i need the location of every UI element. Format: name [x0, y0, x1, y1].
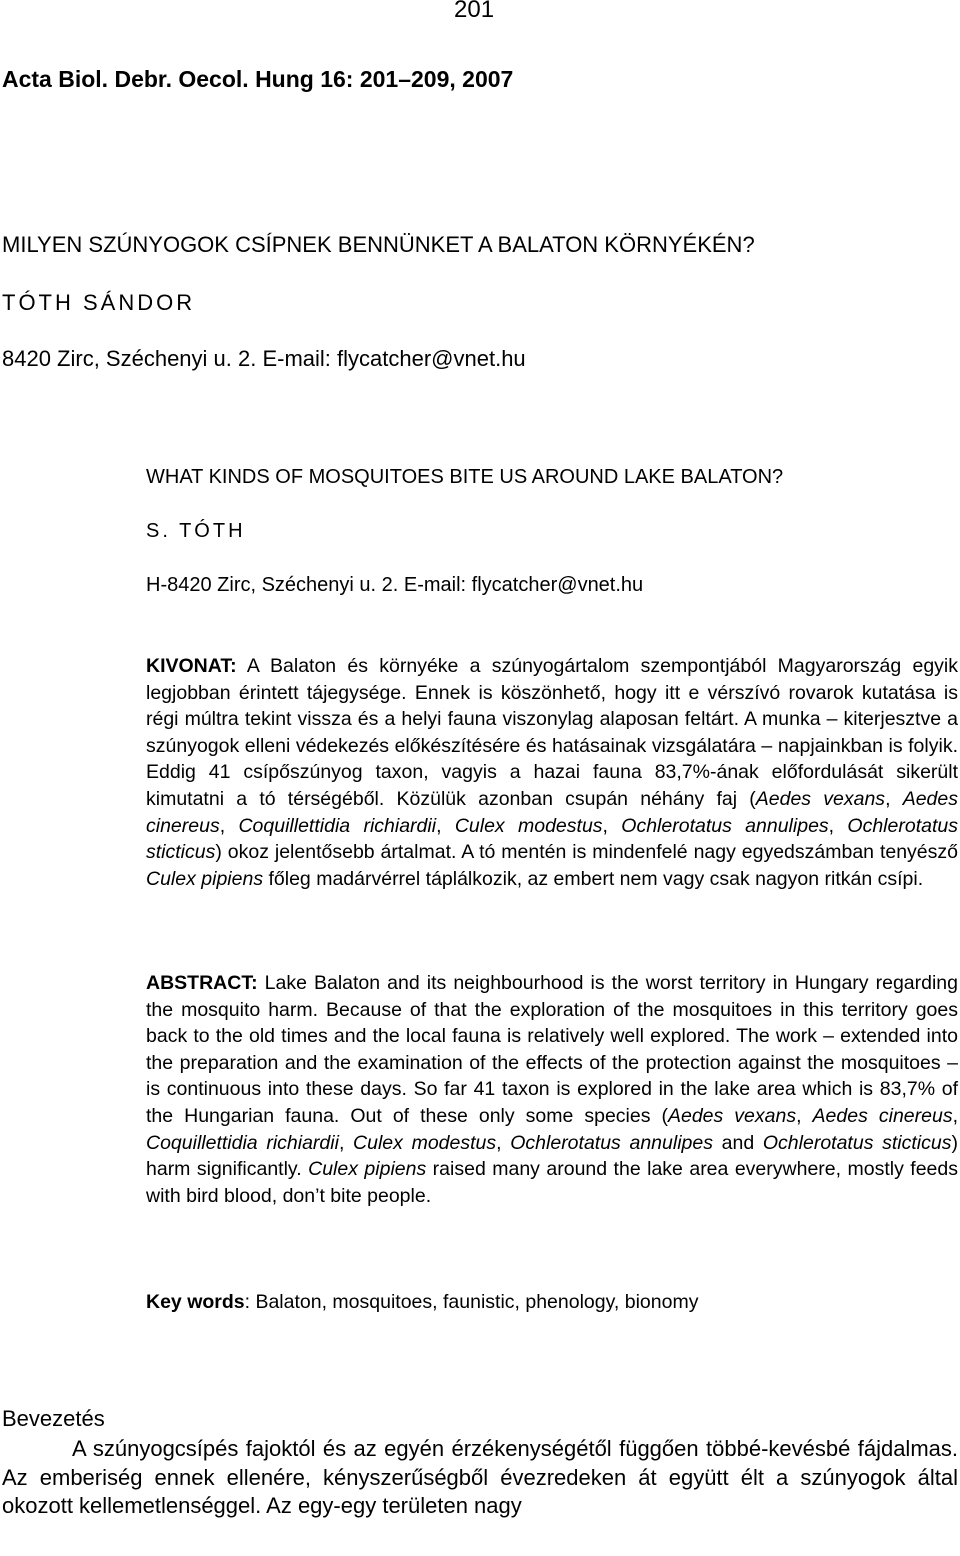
species-name: Aedes vexans [755, 787, 886, 810]
title-english: WHAT KINDS OF MOSQUITOES BITE US AROUND LAKE BALATON? [146, 466, 784, 488]
separator: and [712, 1131, 763, 1154]
kivonat-label: KIVONAT: [146, 655, 237, 677]
kivonat-text-3: főleg madárvérrel táplálkozik, az embert nem vagy csak nagyon ritkán csípi. [263, 867, 924, 890]
section-heading: Bevezetés [2, 1406, 105, 1431]
keywords-line [146, 1289, 698, 1315]
separator: , [796, 1104, 813, 1127]
species-name: Aedes vexans [667, 1104, 797, 1127]
separator: , [338, 1131, 354, 1154]
intro-paragraph: A szúnyogcsípés fajoktól és az egyén érzékenységétől függően többé-kevésbé fájdalmas. Az emberiség ennek ellenére, kényszerűségből évezredeken át együtt élt a szúnyogok által okozott kellemetlenséggel. Az egy-egy területen nagy [2, 1436, 958, 1519]
species-name: Culex pipiens [308, 1158, 427, 1181]
separator: , [952, 1104, 958, 1127]
abstract-paragraph [146, 970, 958, 1209]
kivonat-text-2: ) okoz jelentősebb ártalmat. A tó mentén is mindenfelé nagy egyedszámban tenyésző [215, 841, 958, 864]
page-number: 201 [454, 0, 495, 23]
journal-citation: Acta Biol. Debr. Oecol. Hung 16: 201–209, 2007 [2, 66, 514, 92]
species-name: Culex modestus [454, 814, 603, 837]
species-name: Ochlerotatus annulipes [621, 814, 829, 837]
kivonat-paragraph [146, 653, 958, 892]
species-name: Coquillettidia richiardii [146, 1131, 339, 1154]
separator: , [828, 814, 848, 837]
species-name: Ochlerotatus sticticus [146, 814, 958, 864]
abstract-text-1: Lake Balaton and its neighbourhood is the worst territory in Hungary regarding the mosquito harm. Because of that the exploration of the mosquitoes in this territory goes back to the old times and the local fauna is relatively well explored. The work – extended into the preparation and the examination of the effects of the protection against the mosquitoes – is continuous into these days. So far 41 taxon is explored in the lake area which is 83,7% of the Hungarian fauna. Out of these only some species ( [146, 972, 958, 1127]
author-english: S. TÓTH [146, 520, 246, 542]
address-english: H-8420 Zirc, Széchenyi u. 2. E-mail: flycatcher@vnet.hu [146, 574, 644, 596]
species-name: Ochlerotatus annulipes [510, 1131, 713, 1154]
keywords-label: Key words [146, 1291, 245, 1313]
separator: , [885, 787, 903, 810]
title-hungarian: MILYEN SZÚNYOGOK CSÍPNEK BENNÜNKET A BALATON KÖRNYÉKÉN? [2, 232, 755, 257]
keywords-text: : Balaton, mosquitoes, faunistic, phenology, bionomy [244, 1291, 699, 1313]
separator: , [602, 814, 622, 837]
species-name: Coquillettidia richiardii [238, 814, 437, 837]
separator: , [219, 814, 239, 837]
abstract-text-3: raised many around the lake area everywhere, mostly feeds with bird blood, don’t bite people. [146, 1158, 958, 1207]
species-name: Aedes cinereus [812, 1104, 953, 1127]
species-name: Aedes cinereus [146, 787, 958, 837]
species-name: Ochlerotatus sticticus [762, 1131, 952, 1154]
abstract-label: ABSTRACT: [146, 972, 258, 994]
address-hungarian: 8420 Zirc, Széchenyi u. 2. E-mail: flycatcher@vnet.hu [2, 346, 526, 371]
species-name: Culex modestus [353, 1131, 497, 1154]
abstract-text-2: ) harm significantly. [146, 1131, 958, 1181]
separator: , [496, 1131, 511, 1154]
species-name: Culex pipiens [146, 867, 264, 890]
separator: , [436, 814, 455, 837]
kivonat-text-1: A Balaton és környéke a szúnyogártalom szempontjából Magyarország egyik legjobban érintett tájegysége. Ennek is köszönhető, hogy itt e vérszívó rovarok kutatása is régi múltra tekint vissza és a helyi fauna viszonylag alaposan feltárt. A munka – kiterjesztve a szúnyogok elleni védekezés előkészítésére és hatásainak vizsgálatára – napjainkban is folyik. Eddig 41 csípőszúnyog taxon, vagyis a hazai fauna 83,7%-ának előfordulását sikerült kimutatni a tó térségéből. Közülük azonban csupán néhány faj ( [146, 655, 958, 810]
author-hungarian: TÓTH SÁNDOR [2, 290, 196, 315]
